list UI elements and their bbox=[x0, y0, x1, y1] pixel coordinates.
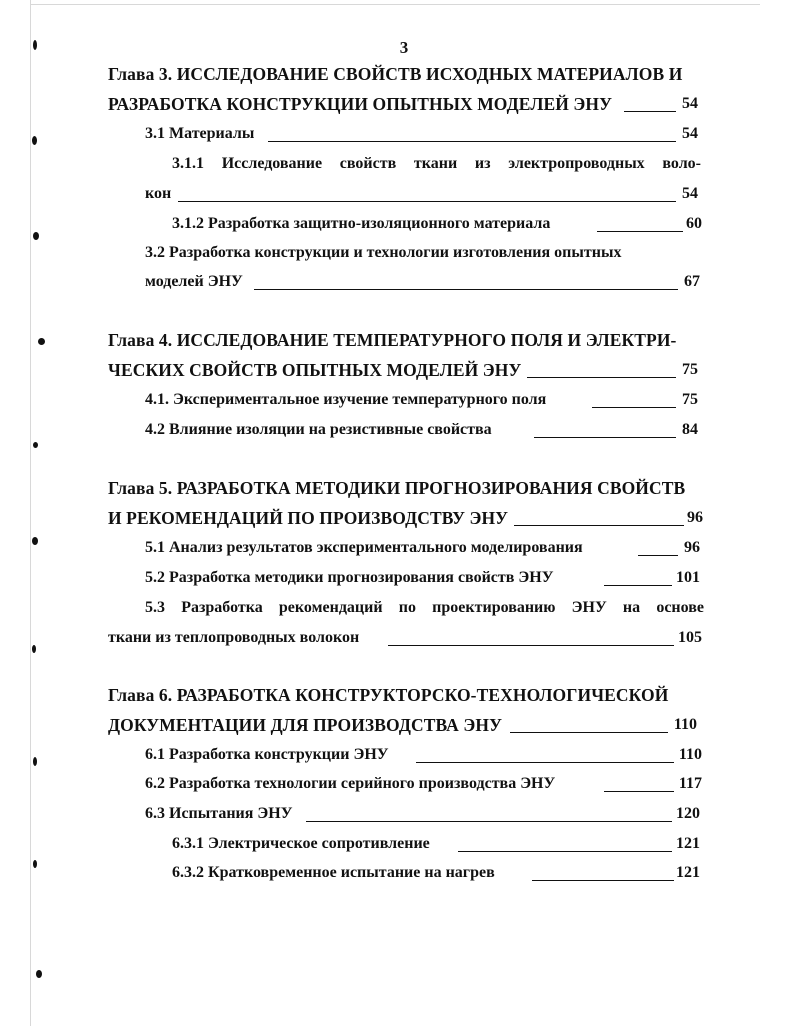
scan-mark bbox=[32, 537, 38, 545]
section-3-1-page: 54 bbox=[682, 125, 698, 142]
section-3-2-page: 67 bbox=[684, 273, 700, 290]
chapter-3-page: 54 bbox=[682, 95, 698, 112]
section-3-1-1-page: 54 bbox=[682, 185, 698, 202]
leader-line bbox=[458, 850, 672, 852]
chapter-4-title-line2: ЧЕСКИХ СВОЙСТВ ОПЫТНЫХ МОДЕЛЕЙ ЭНУ bbox=[108, 360, 522, 380]
chapter-6-page: 110 bbox=[673, 716, 697, 733]
section-5-2-title: 5.2 Разработка методики прогнозирования свойств ЭНУ bbox=[145, 569, 554, 586]
scan-mark bbox=[33, 40, 37, 50]
page-number: 3 bbox=[399, 38, 409, 57]
chapter-6-title-line1: Глава 6. РАЗРАБОТКА КОНСТРУКТОРСКО-ТЕХНОЛОГИЧЕСКОЙ bbox=[108, 685, 669, 705]
chapter-3-title-line2: РАЗРАБОТКА КОНСТРУКЦИИ ОПЫТНЫХ МОДЕЛЕЙ ЭНУ bbox=[108, 94, 613, 114]
chapter-3-title-line1: Глава 3. ИССЛЕДОВАНИЕ СВОЙСТВ ИСХОДНЫХ МАТЕРИАЛОВ И bbox=[108, 64, 683, 84]
section-5-1-title: 5.1 Анализ результатов экспериментального моделирования bbox=[145, 539, 583, 556]
section-6-1-title: 6.1 Разработка конструкции ЭНУ bbox=[145, 746, 389, 763]
section-6-2-title: 6.2 Разработка технологии серийного производства ЭНУ bbox=[145, 775, 556, 792]
leader-line bbox=[534, 436, 676, 438]
leader-line bbox=[604, 790, 674, 792]
leader-line bbox=[527, 376, 676, 378]
section-3-2-title-line2: моделей ЭНУ bbox=[145, 273, 243, 290]
section-6-1-page: 110 bbox=[678, 746, 702, 763]
chapter-5-title-line1: Глава 5. РАЗРАБОТКА МЕТОДИКИ ПРОГНОЗИРОВАНИЯ СВОЙСТВ bbox=[108, 478, 686, 498]
leader-line bbox=[254, 288, 678, 290]
scan-top-line bbox=[30, 4, 760, 5]
scan-mark bbox=[38, 338, 45, 345]
section-3-1-2-page: 60 bbox=[686, 215, 702, 232]
section-5-3-title-line1: 5.3 Разработка рекомендаций по проектированию ЭНУ на основе bbox=[145, 599, 704, 616]
scan-mark bbox=[33, 232, 39, 240]
section-4-1-page: 75 bbox=[682, 391, 698, 408]
leader-line bbox=[604, 584, 672, 586]
section-6-3-title: 6.3 Испытания ЭНУ bbox=[145, 805, 293, 822]
section-4-2-page: 84 bbox=[682, 421, 698, 438]
section-4-1-title: 4.1. Экспериментальное изучение температурного поля bbox=[145, 391, 547, 408]
leader-line bbox=[416, 761, 674, 763]
leader-line bbox=[532, 879, 674, 881]
scan-mark bbox=[33, 757, 37, 766]
section-6-3-page: 120 bbox=[676, 805, 700, 822]
leader-line bbox=[306, 820, 672, 822]
leader-line bbox=[388, 644, 674, 646]
section-6-3-1-page: 121 bbox=[676, 835, 700, 852]
section-5-3-page: 105 bbox=[678, 629, 702, 646]
section-3-2-title-line1: 3.2 Разработка конструкции и технологии изготовления опытных bbox=[145, 244, 622, 261]
section-6-2-page: 117 bbox=[678, 775, 702, 792]
section-5-1-page: 96 bbox=[684, 539, 700, 556]
chapter-5-title-line2: И РЕКОМЕНДАЦИЙ ПО ПРОИЗВОДСТВУ ЭНУ bbox=[108, 508, 509, 528]
section-3-1-1-title-line1: 3.1.1 Исследование свойств ткани из электропроводных воло- bbox=[172, 155, 701, 172]
chapter-6-title-line2: ДОКУМЕНТАЦИИ ДЛЯ ПРОИЗВОДСТВА ЭНУ bbox=[108, 715, 503, 735]
scan-mark bbox=[32, 645, 36, 653]
chapter-4-title-line1: Глава 4. ИССЛЕДОВАНИЕ ТЕМПЕРАТУРНОГО ПОЛЯ И ЭЛЕКТРИ- bbox=[108, 330, 677, 350]
leader-line bbox=[510, 731, 668, 733]
section-3-1-title: 3.1 Материалы bbox=[145, 125, 255, 142]
section-5-3-title-line2: ткани из теплопроводных волокон bbox=[108, 629, 360, 646]
section-3-1-1-title-line2: кон bbox=[145, 185, 172, 202]
scan-margin-line bbox=[30, 0, 31, 1026]
section-4-2-title: 4.2 Влияние изоляции на резистивные свойства bbox=[145, 421, 492, 438]
leader-line bbox=[514, 524, 684, 526]
section-3-1-2-title: 3.1.2 Разработка защитно-изоляционного материала bbox=[172, 215, 551, 232]
scan-mark bbox=[33, 442, 38, 448]
section-6-3-2-page: 121 bbox=[676, 864, 700, 881]
scan-mark bbox=[33, 860, 37, 868]
leader-line bbox=[178, 200, 676, 202]
chapter-4-page: 75 bbox=[682, 361, 698, 378]
section-6-3-1-title: 6.3.1 Электрическое сопротивление bbox=[172, 835, 430, 852]
scan-mark bbox=[32, 136, 37, 145]
scan-mark bbox=[36, 970, 42, 978]
leader-line bbox=[268, 140, 676, 142]
chapter-5-page: 96 bbox=[687, 509, 703, 526]
section-6-3-2-title: 6.3.2 Кратковременное испытание на нагрев bbox=[172, 864, 495, 881]
section-5-2-page: 101 bbox=[676, 569, 700, 586]
